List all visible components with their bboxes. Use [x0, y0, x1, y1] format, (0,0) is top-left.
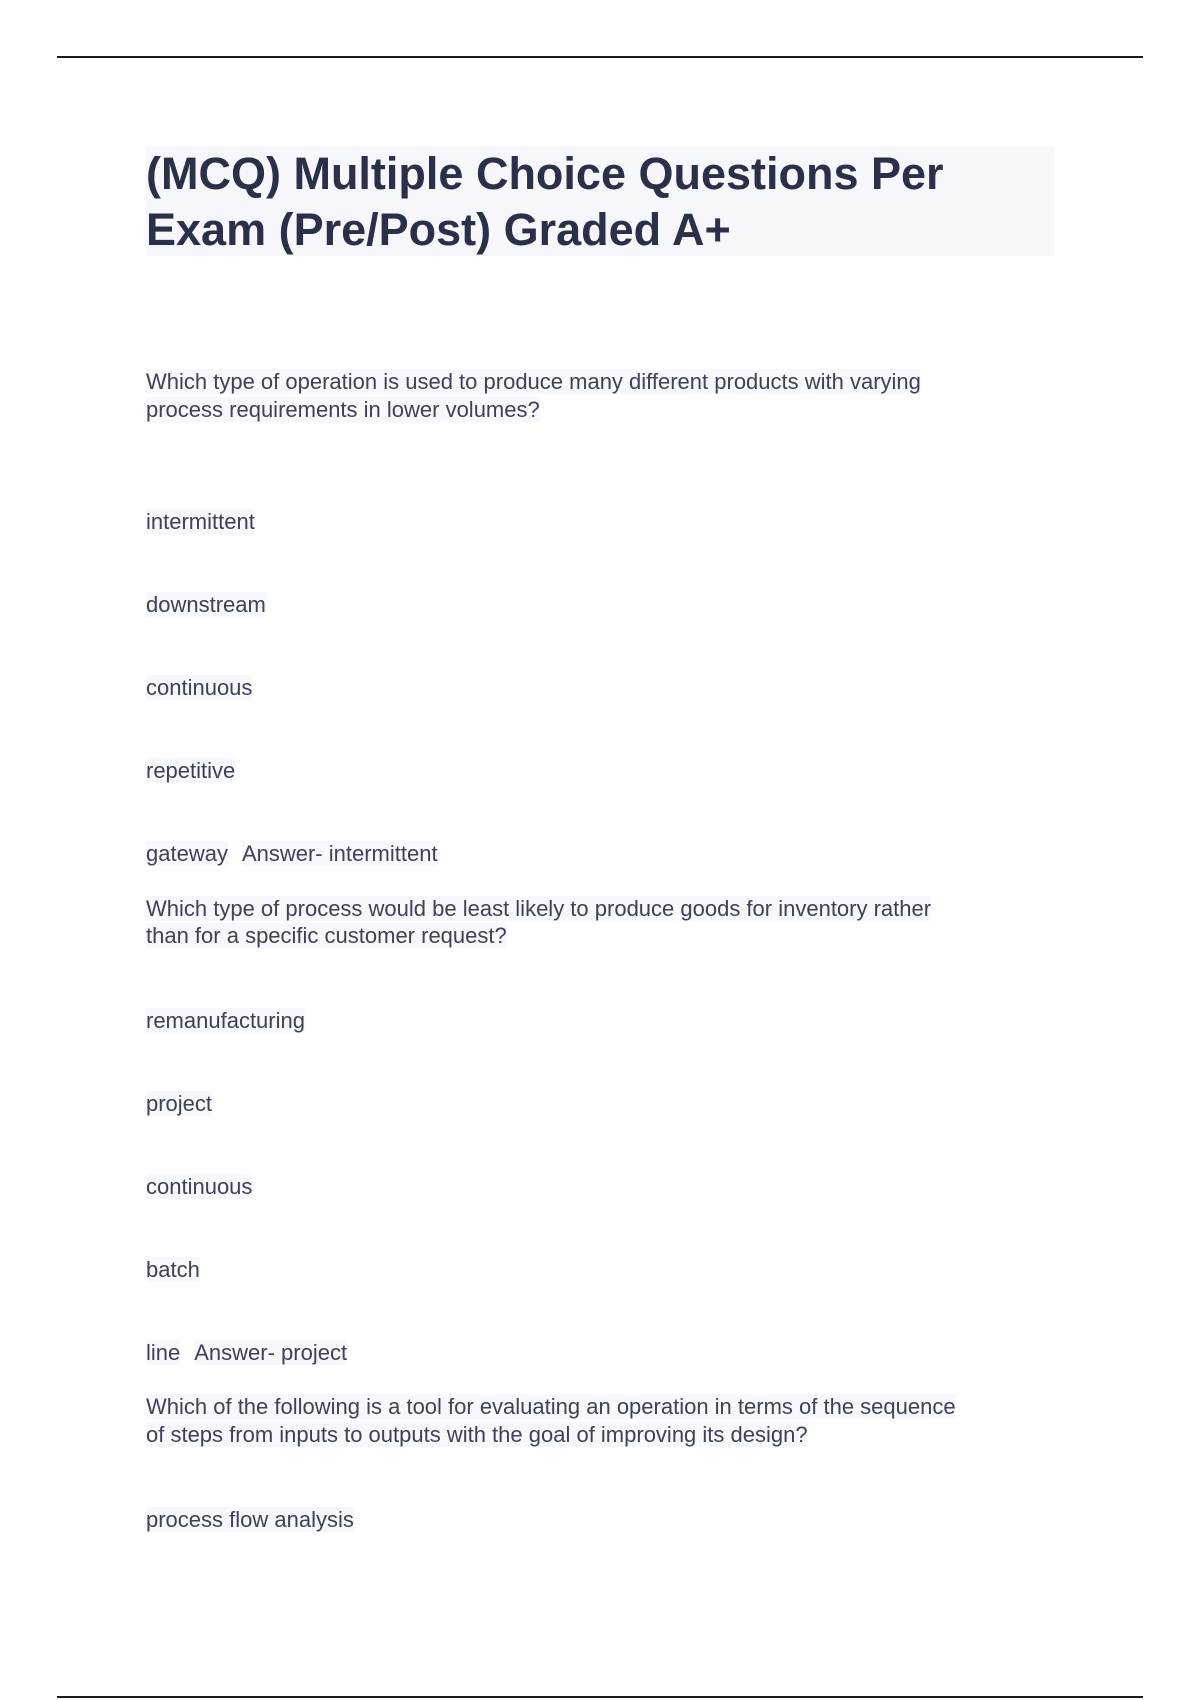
- question-2-option-4: batch: [146, 1257, 200, 1282]
- question-1-option-5: gateway Answer- intermittent: [146, 841, 438, 866]
- question-1-option-4: repetitive: [146, 758, 236, 783]
- question-1-answer: Answer- intermittent: [241, 841, 438, 866]
- question-1-option-1: intermittent: [146, 509, 255, 534]
- question-2-option-3: continuous: [146, 1174, 253, 1199]
- question-1-option-2: downstream: [146, 592, 266, 617]
- question-3-option-1: process flow analysis: [146, 1507, 354, 1532]
- question-1-option-3: continuous: [146, 675, 253, 700]
- question-2-line-2: than for a specific customer request?: [146, 923, 507, 948]
- question-3-line-1: Which of the following is a tool for evaluating an operation in terms of the sequence: [146, 1394, 956, 1419]
- question-2-text-cont: [146, 922, 1046, 949]
- page-bottom-rule: [57, 1696, 1143, 1698]
- question-2-option-1: remanufacturing: [146, 1008, 305, 1033]
- question-1-text: [146, 368, 1046, 395]
- question-2-line-1: Which type of process would be least likely to produce goods for inventory rather: [146, 896, 932, 921]
- question-1-line-1: Which type of operation is used to produce many different products with varying: [146, 369, 921, 394]
- question-1-line-2: process requirements in lower volumes?: [146, 397, 540, 422]
- question-3-text-cont: [146, 1421, 1046, 1448]
- question-2-option-5: line Answer- project: [146, 1340, 348, 1365]
- question-2-text: [146, 895, 1046, 922]
- question-2-answer: Answer- project: [194, 1340, 348, 1365]
- question-3-line-2: of steps from inputs to outputs with the goal of improving its design?: [146, 1422, 808, 1447]
- question-1-text-cont: [146, 396, 1046, 423]
- document-title: (MCQ) Multiple Choice Questions Per Exam (Pre/Post) Graded A+: [146, 148, 944, 255]
- question-3-text: [146, 1393, 1046, 1420]
- page-top-rule: [57, 56, 1143, 58]
- question-2-option-2: project: [146, 1091, 213, 1116]
